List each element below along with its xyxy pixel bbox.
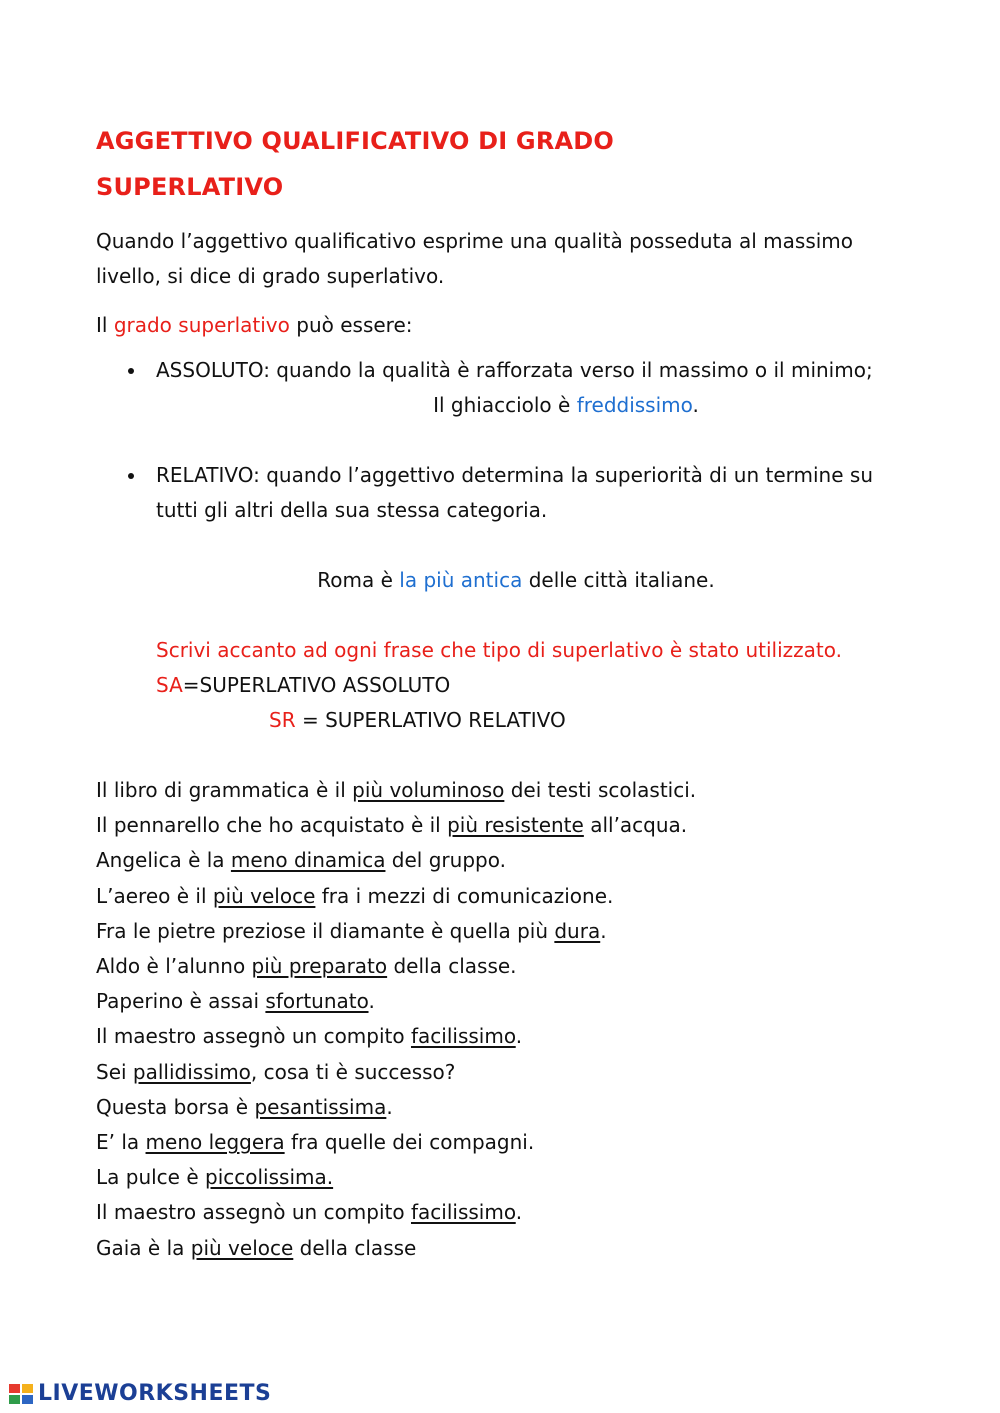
relativo-example: Roma è la più antica delle città italiane. <box>317 568 715 592</box>
sentence-row: E’ la meno leggera fra quelle dei compagni. <box>96 1130 535 1155</box>
page-title <box>96 118 916 210</box>
sr-legend <box>156 703 916 738</box>
title-line-2: SUPERLATIVO <box>96 173 284 201</box>
underlined-adjective: più voluminoso <box>352 778 505 802</box>
sentence-row: La pulce è piccolissima. <box>96 1165 334 1190</box>
underlined-adjective: facilissimo <box>410 1200 516 1225</box>
sentence-row: Questa borsa è pesantissima. <box>96 1094 393 1119</box>
underlined-adjective: pallidissimo <box>132 1059 251 1084</box>
assoluto-example: Il ghiacciolo è freddissimo. <box>433 393 699 417</box>
underlined-adjective: più preparato <box>251 954 388 979</box>
sentence-row: Sei pallidissimo, cosa ti è successo? <box>96 1059 456 1084</box>
assoluto-definition: ASSOLUTO: quando la qualità è rafforzata verso il massimo o il minimo; <box>156 358 873 382</box>
underlined-adjective: più resistente <box>447 813 584 838</box>
footer-logo <box>8 1381 271 1406</box>
sentence-list <box>96 773 916 1266</box>
sentence-row: Fra le pietre preziose il diamante è quella più dura. <box>96 918 607 943</box>
superlative-types-list <box>96 353 916 528</box>
sentence-row: Il libro di grammatica è il più voluminoso dei testi scolastici. <box>96 778 697 802</box>
sa-label: =SUPERLATIVO ASSOLUTO <box>182 673 451 697</box>
underlined-adjective: dura <box>554 918 601 943</box>
instruction-block <box>156 633 916 738</box>
bullet-icon <box>128 473 134 479</box>
grado-paragraph: Il grado superlativo può essere: <box>96 313 413 337</box>
sentence-row: Angelica è la meno dinamica del gruppo. <box>96 848 506 873</box>
sentence-row: Gaia è la più veloce della classe <box>96 1235 417 1260</box>
relativo-definition: RELATIVO: quando l’aggettivo determina la superiorità di un termine su tutti gli altri della sua stessa categoria. <box>156 463 873 522</box>
sentence-row: L’aereo è il più veloce fra i mezzi di comunicazione. <box>96 883 614 908</box>
liveworksheets-logo-icon <box>8 1383 34 1405</box>
sr-label: = SUPERLATIVO RELATIVO <box>295 708 566 732</box>
underlined-adjective: più veloce <box>190 1235 294 1260</box>
list-item-relativo <box>96 458 916 528</box>
underlined-adjective: meno dinamica <box>230 848 386 873</box>
brand-name: LIVEWORKSHEETS <box>38 1381 272 1406</box>
underlined-adjective: pesantissima <box>254 1094 387 1119</box>
sentence-row: Paperino è assai sfortunato. <box>96 989 375 1014</box>
sr-code: SR <box>269 708 296 732</box>
grado-highlight: grado superlativo <box>113 313 290 337</box>
instruction-text: Scrivi accanto ad ogni frase che tipo di superlativo è stato utilizzato. <box>156 638 842 662</box>
sentence-row: Il pennarello che ho acquistato è il più resistente all’acqua. <box>96 813 688 838</box>
relativo-example-highlight: la più antica <box>399 568 523 592</box>
sentence-row: Il maestro assegnò un compito facilissimo. <box>96 1024 523 1049</box>
bullet-icon <box>128 368 134 374</box>
sentence-row: Aldo è l’alunno più preparato della classe. <box>96 954 517 979</box>
sa-code: SA <box>156 673 183 697</box>
underlined-adjective: più veloce <box>212 883 316 908</box>
sentence-row: Il maestro assegnò un compito facilissimo. <box>96 1200 523 1225</box>
assoluto-example-highlight: freddissimo <box>576 393 693 417</box>
underlined-adjective: piccolissima. <box>205 1165 334 1190</box>
list-item-assoluto <box>96 353 916 423</box>
underlined-adjective: sfortunato <box>265 989 369 1014</box>
intro-paragraph: Quando l’aggettivo qualificativo esprime una qualità posseduta al massimo livello, si dice di grado superlativo. <box>96 229 854 288</box>
underlined-adjective: facilissimo <box>410 1024 516 1049</box>
title-line-1: AGGETTIVO QUALIFICATIVO DI GRADO <box>96 127 614 155</box>
worksheet-page <box>96 118 916 1266</box>
underlined-adjective: meno leggera <box>145 1130 285 1155</box>
